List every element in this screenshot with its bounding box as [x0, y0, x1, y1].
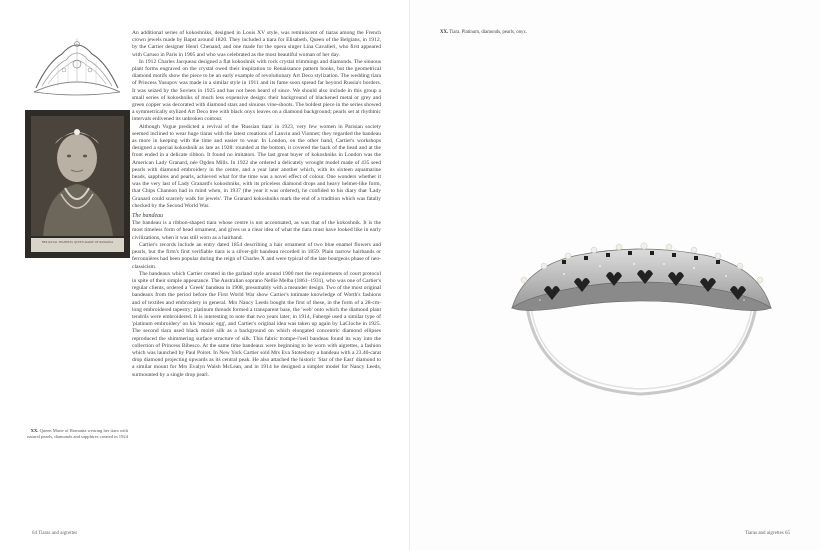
paragraph: Cartier's records include an entry dated 1854 describing a hair ornament of two blue enamel flowers and pearls, but the firm's first verifiable tiara is a silver-gilt bandeau recorded in 1859. Plain narrow hairbands or ferronnières had been popular during the reign of Charles X and were typical of the late bourgeois phase of neo-classicism. [132, 241, 381, 270]
page-folio-left: 64 Tiaras and aigrettes [32, 531, 78, 536]
page-folio-right: Tiaras and aigrettes 65 [744, 531, 790, 536]
paragraph: In 1912 Charles Jacqueau designed a flat kokoshnik with rock crystal trimmings and diamonds. The sinuous plant forms engraved on the crystal owed their inspiration to Renaissance pattern books, but the geometrical diamond motifs show the piece to be an early example of revolutionary Art Deco stylization. The wedding tiara of Princess Yusupov was made in a similar style in 1911 and its fame soon spread far beyond Russia's borders. It was seized by the Soviets in 1925 and has not been heard of since. We should also include in this group a small series of kokoshniks of much less expensive design: their background of blackened metal or grey and green copper was decorated with diamond stars and sinuous vine-shoots. The boldest piece in the series showed a symmetrically stylized Art Deco tree with black onyx leaves on a diamond background; pearls set at rhythmic intervals enlivened its unbroken contour. [132, 58, 381, 123]
caption-text: Tiara. Platinum, diamonds, pearls, onyx. [449, 30, 528, 35]
paragraph: The bandeaux which Cartier created in the garland style around 1900 met the requirements of court protocol in spite of their simple appearance. The Australian soprano Nellie Melba (1861–1931), who was one of Cartier's regular clients, ordered a 'Greek' bandeau in 1908, presumably with a meander design. Two of the most original bandeaux from the period before the First World War show Cartier's intimate knowledge of Worth's fashions and of textiles and embroidery in general. Mrs Nancy Leeds bought the first of these, in the form of a 28-cm-long embroidered tapestry; platinum threads formed a transparent base, the 'web' onto which the diamond plant tendrils were embroidered. It is interesting to note that two years later, in 1914, Fabergé used a similar type of 'platinum embroidery' on his 'mosaic egg', and Cartier's original idea was taken up again by LaCloche in 1925. The second tiara used black moiré silk as a background on which elongated concentric diamond ellipses reproduced the shimmering surface structure of silk. This fabric trompe-l'oeil bandeau found its way into the collection of Princess Bibesco. At the same time bandeaux were beginning to be worn with aigrettes, a fashion which was launched by Paul Poiret. In New York Cartier sold Mrs Eva Stotesbury a bandeau with a 23.40-carat drop diamond projecting upwards as its central peak. He also attached the historic 'Star of the East' diamond to a similar mount for Mrs Evalyn Walsh McLean, and in 1914 he designed a simpler model for Nancy Leeds, surmounted by a single drop pearl. [132, 270, 381, 378]
paragraph: An additional series of kokoshniks, designed in Louis XV style, was reminiscent of tiaras among the French crown jewels made by Bapst around 1820. They included a tiara for Elisabeth, Queen of the Belgians, in 1912, by the Cartier designer Henri Chenand, and one made for the opera singer Lina Cavalieri, who first appeared with Caruso in Paris in 1905 and who was celebrated as the most beautiful woman of her day. [132, 30, 381, 58]
tiara-caption [440, 30, 527, 35]
tiara-sketch-image [28, 32, 126, 104]
section-heading: The bandeau [132, 213, 164, 220]
paragraph: The bandeau is a ribbon-shaped tiara whose centre is not accentuated, as was that of the kokoshnik. It is the most timeless form of head ornament, and gives us a clear idea of what the tiara must have looked like in early civilizations, when it was still worn as a hairband. [132, 220, 381, 241]
portrait-photo-caption: HER ROYAL HIGHNESS QUEEN MARIE OF ROMANIA [41, 241, 114, 244]
tiara-photo [504, 238, 779, 398]
caption-label: XX. [440, 30, 449, 35]
caption-text: Queen Marie of Romania wearing her tiara with natural pearls, diamonds and sapphires created in 1924 [27, 428, 128, 439]
paragraph: Although Vogue predicted a revival of the 'Russian tiara' in 1923, very few women in Parisian society seemed inclined to wear huge tiaras with the latest creations of Lanvin and Vionnet; they regarded the bandeau as more in keeping with the time and easier to wear. In London, on the other hand, Cartier's workshops designed a special kokoshnik as late as 1928: rounded at the bottom, it covered the back of the head and at the front ended in a delicate ribbon. It found no imitators. The last great buyer of kokoshniks in London was the American Lady Granard, née Ogden Mills. In 1922 she ordered a delicately wrought model made of 435 seed pearls with diamond embroidery in the centre, and a year later another which, with its sixteen aquamarine beads, sapphires and pearls, achieved what for the time was a novel effect of colour. One wonders whether it was the very last of Lady Granard's kokoshniks, with its priceless diamond drops and heavy helmet-like form, that Chips Channon had in mind when, in 1937 (the year it was ordered), he confided to his diary that 'Lady Granard could scarcely walk for jewels'. The Granard kokoshniks mark the end of a tradition which was fatally checked by the Second World War. [132, 123, 381, 209]
portrait-caption [20, 428, 128, 440]
caption-label: XX. [30, 428, 39, 433]
portrait-photo [25, 110, 130, 258]
body-text [132, 30, 381, 379]
